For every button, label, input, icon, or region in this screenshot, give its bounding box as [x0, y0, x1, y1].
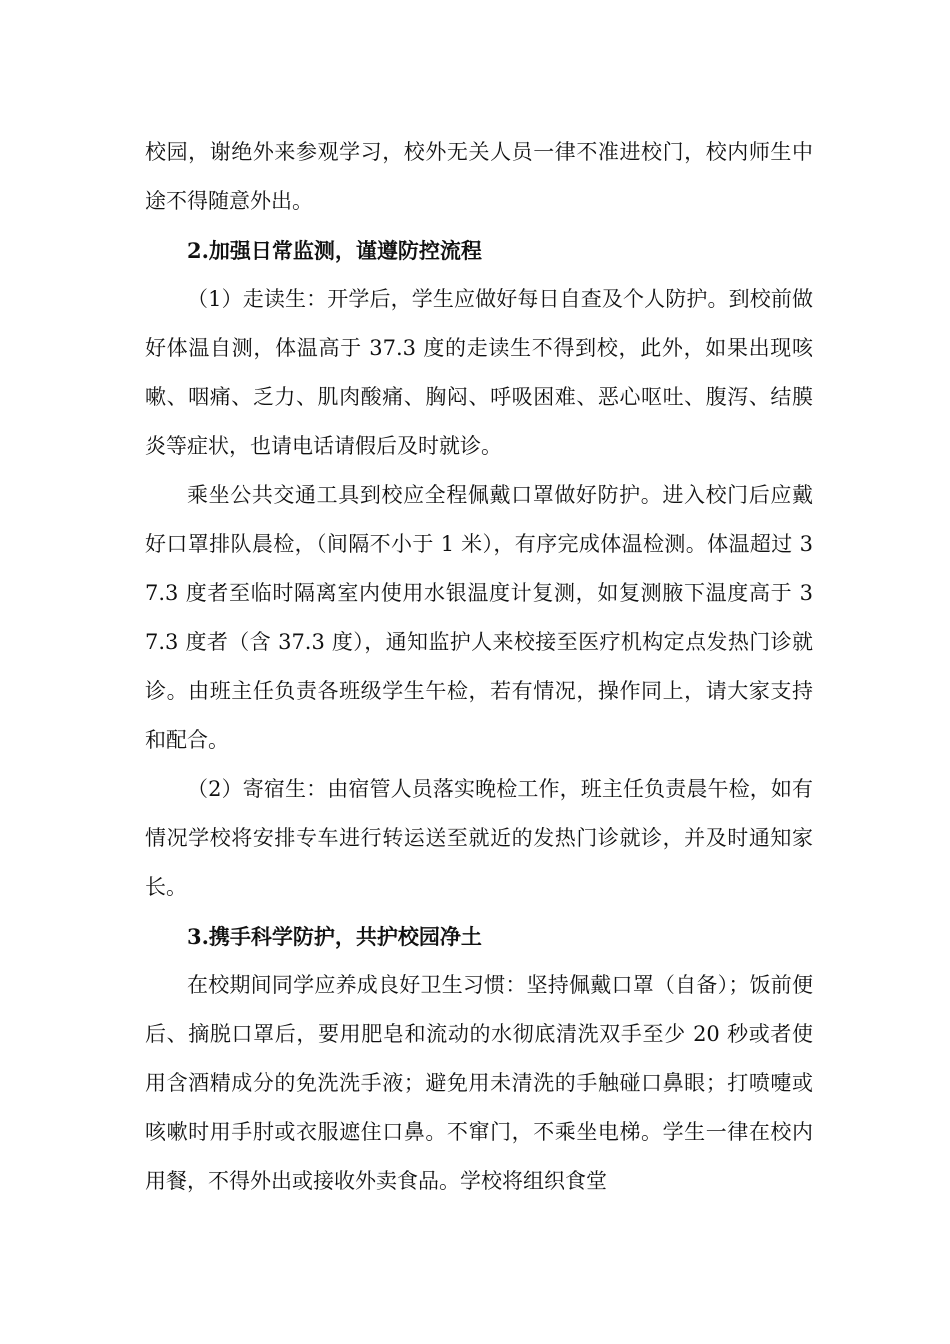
paragraph-public-transport: 乘坐公共交通工具到校应全程佩戴口罩做好防护。进入校门后应戴好口罩排队晨检，（间隔不小于 1 米），有序完成体温检测。体温超过 37.3 度者至临时隔离室内使用水银温度计复测，如复测腋下温度高于 37.3 度者（含 37.3 度），通知监护人来校接至医疗机构定点发热门诊就诊。由班主任负责各班级学生午检，若有情况，操作同上，请大家支持和配合。 — [145, 483, 813, 752]
section-heading-scientific-protection: 3.携手科学防护，共护校园净土 — [187, 924, 482, 949]
paragraph-day-students: （1）走读生：开学后，学生应做好每日自查及个人防护。到校前做好体温自测，体温高于 37.3 度的走读生不得到校，此外，如果出现咳嗽、咽痛、乏力、肌肉酸痛、胸闷、呼吸困难、恶心呕吐、腹泻、结膜炎等症状，也请电话请假后及时就诊。 — [145, 287, 813, 458]
paragraph-continuation: 校园，谢绝外来参观学习，校外无关人员一律不准进校门，校内师生中途不得随意外出。 — [145, 140, 813, 213]
paragraph-hygiene-habits: 在校期间同学应养成良好卫生习惯：坚持佩戴口罩（自备）；饭前便后、摘脱口罩后，要用肥皂和流动的水彻底清洗双手至少 20 秒或者使用含酒精成分的免洗洗手液；避免用未清洗的手触碰口鼻眼；打喷嚏或咳嗽时用手肘或衣服遮住口鼻。不窜门，不乘坐电梯。学生一律在校内用餐，不得外出或接收外卖食品。学校将组织食堂 — [145, 973, 813, 1193]
document-body — [145, 128, 813, 1206]
section-heading-daily-monitoring: 2.加强日常监测，谨遵防控流程 — [187, 238, 482, 263]
paragraph-boarding-students: （2）寄宿生：由宿管人员落实晚检工作，班主任负责晨午检，如有情况学校将安排专车进行转运送至就近的发热门诊就诊，并及时通知家长。 — [145, 777, 813, 899]
